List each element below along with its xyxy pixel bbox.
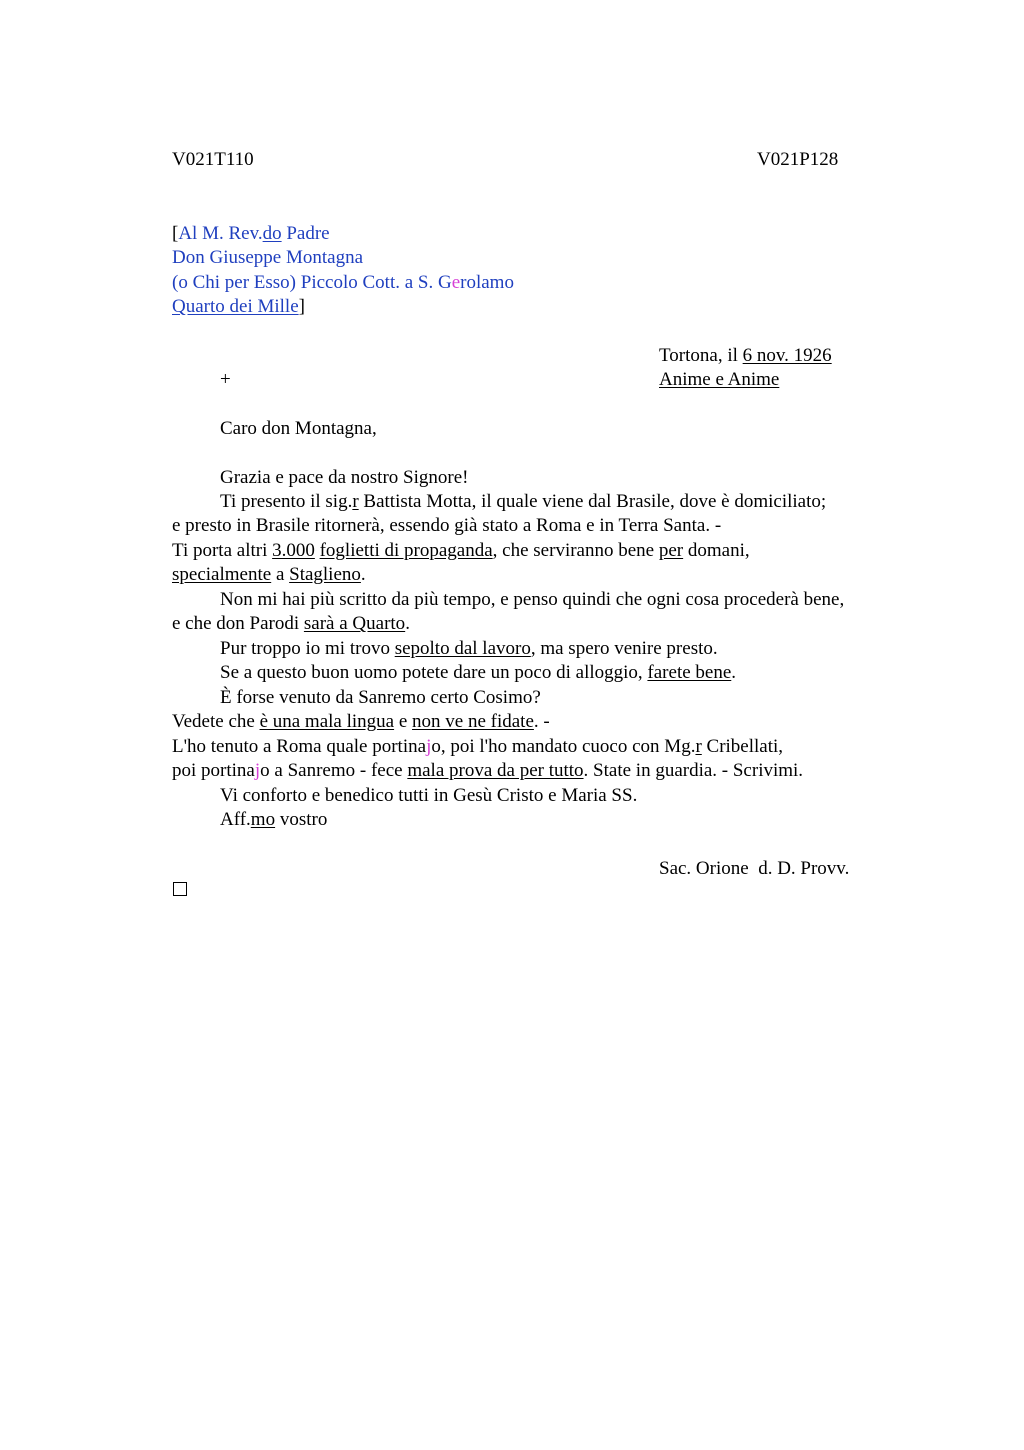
document-code-right: V021P128: [757, 149, 839, 170]
signature: Sac. Orione d. D. Provv.: [659, 858, 850, 879]
body-line-5: specialmente a Staglieno.: [172, 564, 366, 585]
body-line-9: Se a questo buon uomo potete dare un poco di alloggio, farete bene.: [220, 662, 737, 683]
body-line-11: Vedete che è una mala lingua e non ve ne fidate. -: [172, 711, 550, 732]
document-code-left: V021T110: [172, 149, 254, 170]
body-line-10: È forse venuto da Sanremo certo Cosimo?: [220, 687, 541, 708]
salutation: Caro don Montagna,: [220, 418, 377, 439]
body-line-13: poi portinajo a Sanremo - fece mala prova da per tutto. State in guardia. - Scrivimi.: [172, 760, 804, 781]
body-line-6: Non mi hai più scritto da più tempo, e penso quindi che ogni cosa procederà bene,: [220, 589, 845, 610]
body-line-12: L'ho tenuto a Roma quale portinajo, poi l'ho mandato cuoco con Mg.r Cribellati,: [172, 736, 784, 757]
end-square-icon: [173, 882, 187, 896]
body-line-7: e che don Parodi sarà a Quarto.: [172, 613, 410, 634]
dateline: Tortona, il 6 nov. 1926: [659, 345, 832, 366]
body-line-15: Aff.mo vostro: [220, 809, 328, 830]
body-line-2: Ti presento il sig.r Battista Motta, il quale viene dal Brasile, dove è domiciliato;: [220, 491, 827, 512]
body-line-8: Pur troppo io mi trovo sepolto dal lavoro, ma spero venire presto.: [220, 638, 718, 659]
motto: Anime e Anime: [659, 369, 780, 390]
address-line-2: Don Giuseppe Montagna: [172, 247, 364, 268]
cross-mark: +: [220, 369, 231, 390]
body-line-1: Grazia e pace da nostro Signore!: [220, 467, 469, 488]
body-line-4: Ti porta altri 3.000 foglietti di propaganda, che serviranno bene per domani,: [172, 540, 750, 561]
body-line-3: e presto in Brasile ritornerà, essendo già stato a Roma e in Terra Santa. -: [172, 515, 722, 536]
address-line-1: [Al M. Rev.do Padre: [172, 223, 330, 244]
address-line-4: Quarto dei Mille]: [172, 296, 305, 317]
body-line-14: Vi conforto e benedico tutti in Gesù Cristo e Maria SS.: [220, 785, 638, 806]
address-line-3: (o Chi per Esso) Piccolo Cott. a S. Gerolamo: [172, 272, 514, 293]
